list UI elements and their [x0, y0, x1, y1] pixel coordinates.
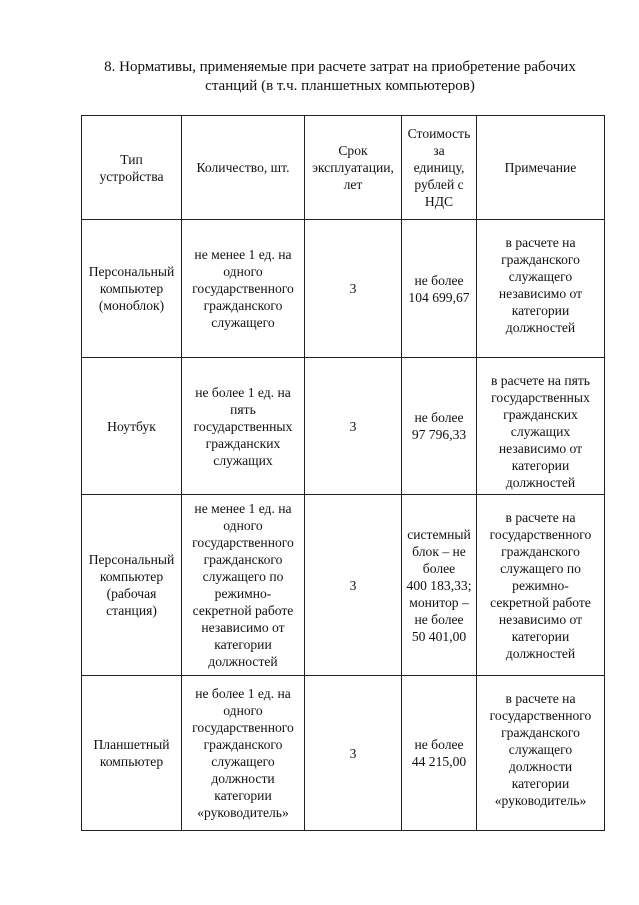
- cell-unit-cost: не более 104 699,67: [402, 220, 477, 358]
- cell-quantity: не менее 1 ед. на одного государственного гражданского служащего по режимно- секретной работе независимо от категории должностей: [182, 495, 305, 676]
- cell-service-life: 3: [305, 220, 402, 358]
- cell-quantity: не менее 1 ед. на одного государственного гражданского служащего: [182, 220, 305, 358]
- cell-quantity: не более 1 ед. на одного государственного гражданского служащего должности категории «руководитель»: [182, 676, 305, 831]
- cell-note: в расчете на государственного гражданского служащего по режимно- секретной работе независимо от категории должностей: [477, 495, 605, 676]
- header-note: Примечание: [477, 116, 605, 220]
- cell-device-type: Ноутбук: [82, 358, 182, 495]
- cell-note: в расчете на пять государственных гражданских служащих независимо от категории должностей: [477, 358, 605, 495]
- cell-quantity: не более 1 ед. на пять государственных гражданских служащих: [182, 358, 305, 495]
- header-quantity: Количество, шт.: [182, 116, 305, 220]
- table-row: [82, 676, 605, 831]
- cell-unit-cost: системный блок – не более 400 183,33; монитор – не более 50 401,00: [402, 495, 477, 676]
- table-row: [82, 220, 605, 358]
- cell-device-type: Персональный компьютер (рабочая станция): [82, 495, 182, 676]
- header-row: [82, 116, 605, 220]
- heading-line-1: 8. Нормативы, применяемые при расчете затрат на приобретение рабочих: [104, 59, 576, 75]
- header-device-type: Тип устройства: [82, 116, 182, 220]
- header-service-life: Срок эксплуатации, лет: [305, 116, 402, 220]
- cell-unit-cost: не более 97 796,33: [402, 358, 477, 495]
- cell-note: в расчете на государственного гражданского служащего должности категории «руководитель»: [477, 676, 605, 831]
- table-row: [82, 358, 605, 495]
- table-row: [82, 495, 605, 676]
- norms-table: [81, 115, 605, 831]
- cell-unit-cost: не более 44 215,00: [402, 676, 477, 831]
- cell-note: в расчете на гражданского служащего независимо от категории должностей: [477, 220, 605, 358]
- cell-service-life: 3: [305, 358, 402, 495]
- document-heading: [60, 58, 620, 96]
- cell-service-life: 3: [305, 495, 402, 676]
- cell-service-life: 3: [305, 676, 402, 831]
- cell-device-type: Планшетный компьютер: [82, 676, 182, 831]
- heading-line-2: станций (в т.ч. планшетных компьютеров): [205, 78, 475, 94]
- cell-device-type: Персональный компьютер (моноблок): [82, 220, 182, 358]
- header-unit-cost: Стоимость за единицу, рублей с НДС: [402, 116, 477, 220]
